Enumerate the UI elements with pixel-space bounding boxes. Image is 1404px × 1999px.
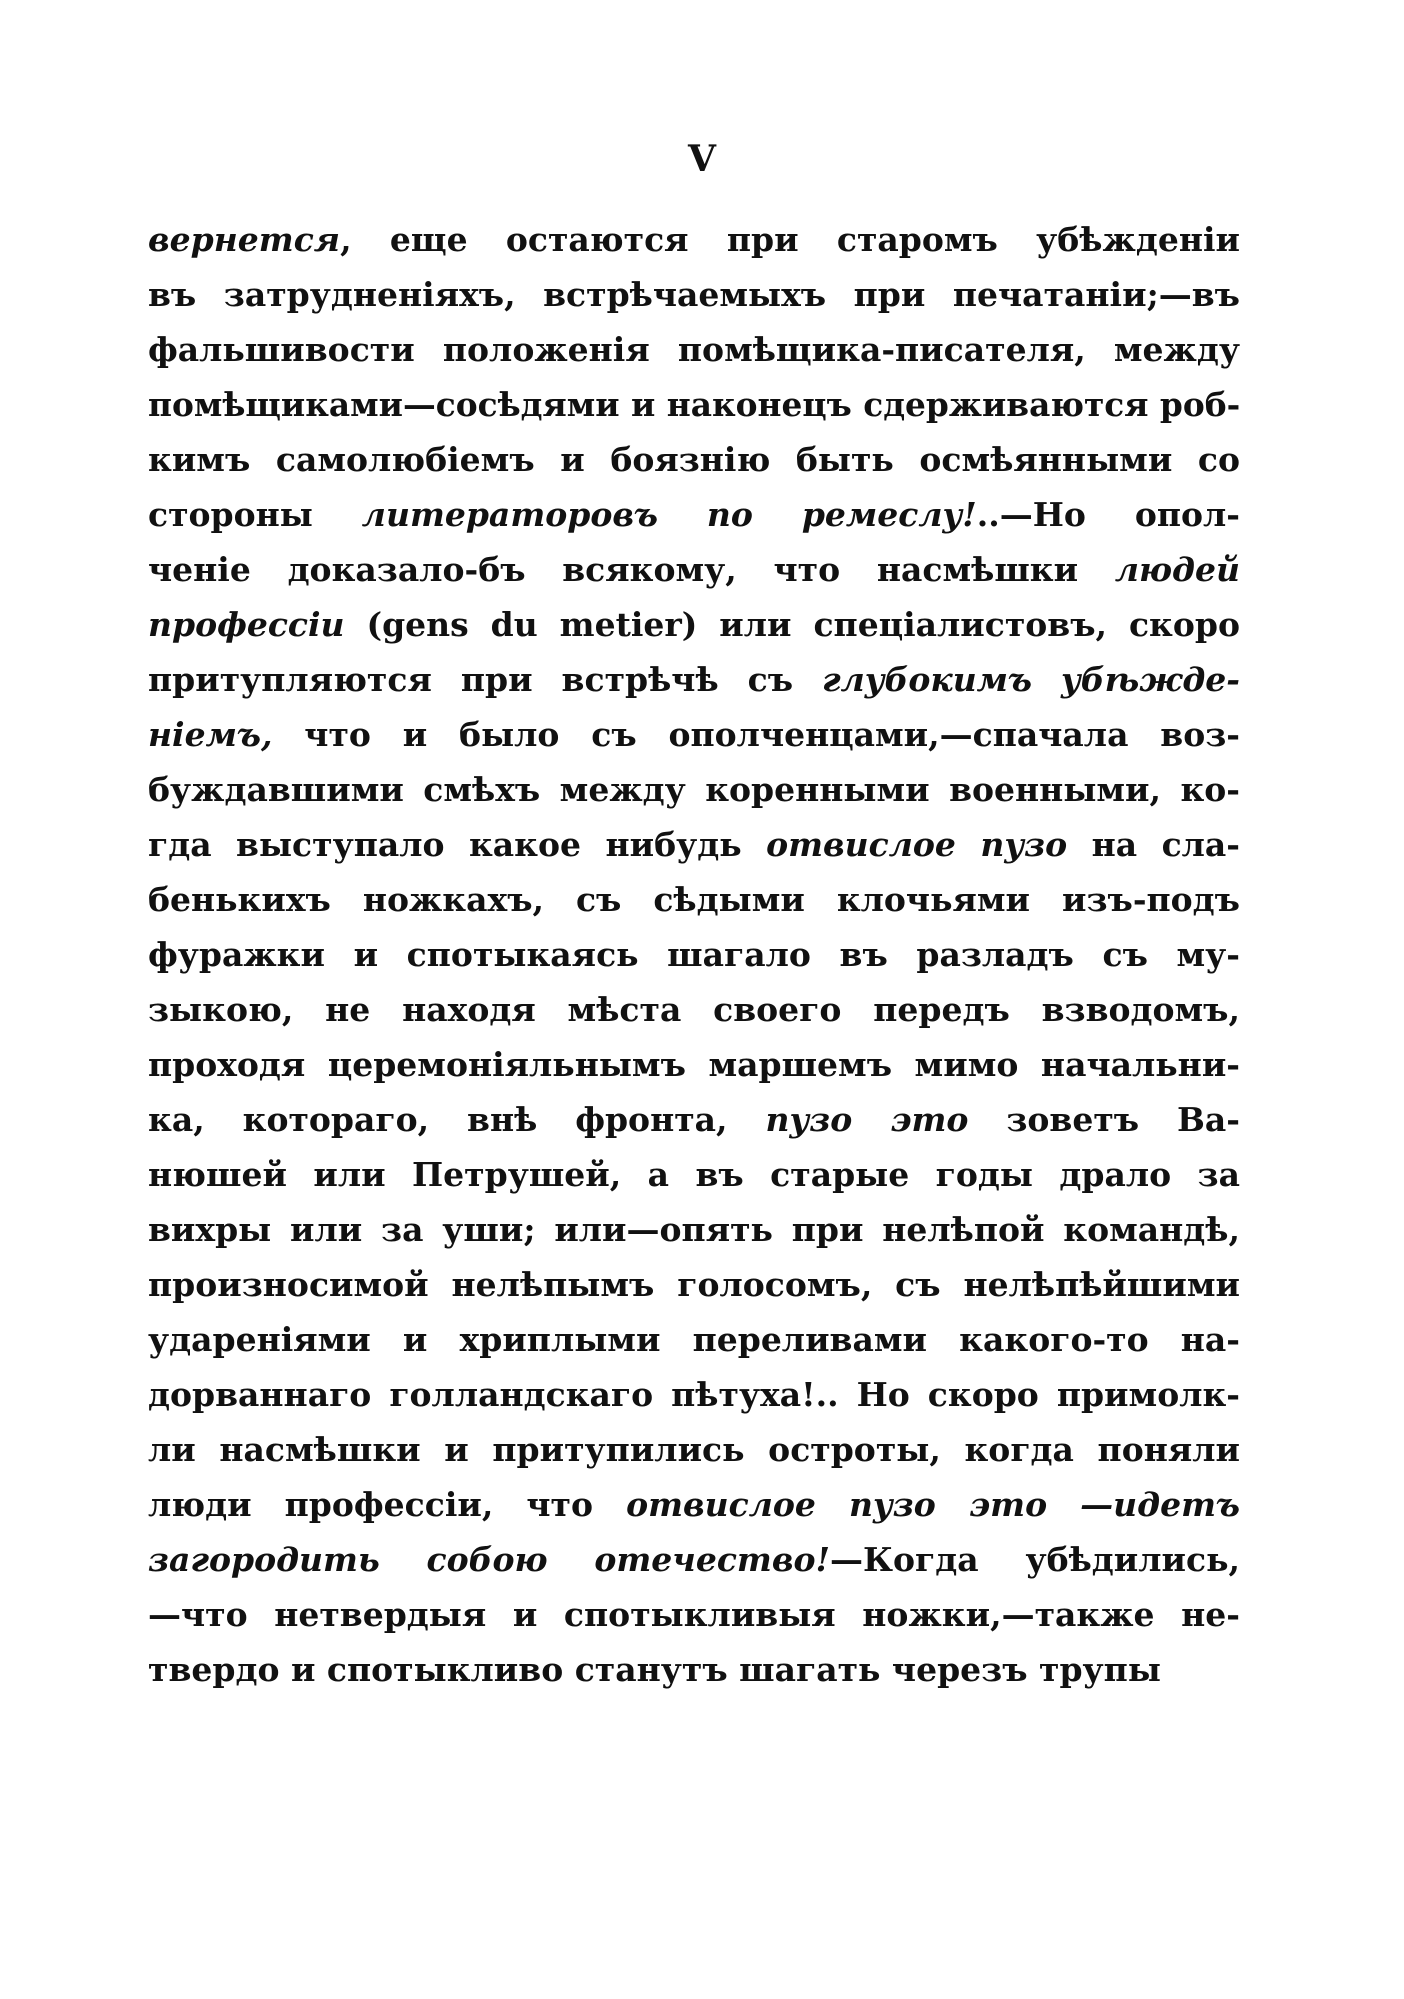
text-line (148, 267, 1240, 322)
italic-text: отвислое пузо (766, 825, 1068, 864)
text-segment: дорваннаго голландскаго пѣтуха!.. Но скоро примолк- (148, 1375, 1240, 1414)
text-line (148, 1477, 1240, 1532)
italic-text: пузо это (765, 1100, 969, 1139)
text-segment: помѣщиками—сосѣдями и наконецъ сдерживаются роб- (148, 385, 1240, 424)
text-line (148, 597, 1240, 652)
text-line (148, 1422, 1240, 1477)
text-line (148, 432, 1240, 487)
text-line (148, 762, 1240, 817)
text-segment: удареніями и хриплыми переливами какого-то на- (148, 1320, 1240, 1359)
text-line (148, 1257, 1240, 1312)
text-segment: (gens du metier) или спеціалистовъ, скоро (344, 605, 1240, 644)
text-line (148, 377, 1240, 432)
text-line (148, 487, 1240, 542)
text-segment: нюшей или Петрушей, а въ старые годы драло за (148, 1155, 1240, 1194)
text-line (148, 322, 1240, 377)
italic-text: литераторовъ по ремеслу! (361, 495, 977, 534)
text-line (148, 1202, 1240, 1257)
text-segment: притупляются при встрѣчѣ съ (148, 660, 823, 699)
text-line (148, 1367, 1240, 1422)
text-segment: проходя церемоніяльнымъ маршемъ мимо начальни- (148, 1045, 1240, 1084)
text-line (148, 817, 1240, 872)
text-segment: гда выступало какое нибудь (148, 825, 767, 864)
italic-text: глубокимъ убѣжде- (822, 660, 1240, 699)
text-line (148, 1532, 1240, 1587)
text-segment: зыкою, не находя мѣста своего передъ взводомъ, (148, 990, 1240, 1029)
text-segment: ка, котораго, внѣ фронта, (148, 1100, 766, 1139)
text-line (148, 1037, 1240, 1092)
text-line (148, 1642, 1240, 1697)
text-segment: произносимой нелѣпымъ голосомъ, съ нелѣпѣйшими (148, 1265, 1240, 1304)
text-line (148, 652, 1240, 707)
text-line (148, 1312, 1240, 1367)
text-segment: ..—Но опол- (976, 495, 1240, 534)
text-segment: твердо и спотыкливо станутъ шагать черезъ трупы (148, 1650, 1161, 1689)
italic-text: отвислое пузо это —идетъ (626, 1485, 1240, 1524)
text-segment: зоветъ Ва- (968, 1100, 1240, 1139)
text-segment: въ затрудненіяхъ, встрѣчаемыхъ при печатаніи;—въ (148, 275, 1240, 314)
text-segment: на сла- (1067, 825, 1240, 864)
text-segment: фуражки и спотыкаясь шагало въ разладъ съ му- (148, 935, 1240, 974)
text-segment: —Когда убѣдились, (830, 1540, 1240, 1579)
text-line (148, 982, 1240, 1037)
text-segment: ли насмѣшки и притупились остроты, когда поняли (148, 1430, 1240, 1469)
text-line (148, 1092, 1240, 1147)
page-number: V (688, 138, 716, 180)
italic-text: ніемъ, (148, 715, 273, 754)
text-line (148, 707, 1240, 762)
text-segment: —что нетвердыя и спотыкливыя ножки,—также не- (148, 1595, 1240, 1634)
text-segment: кимъ самолюбіемъ и боязнію быть осмѣянными со (148, 440, 1240, 479)
italic-text: профессіи (148, 605, 345, 644)
text-segment: , еще остаются при старомъ убѣжденіи (340, 220, 1240, 259)
italic-text: вернется (148, 220, 341, 259)
text-segment: бенькихъ ножкахъ, съ сѣдыми клочьями изъ-подъ (148, 880, 1240, 919)
italic-text: загородить собою отечество! (148, 1540, 831, 1579)
text-segment: фальшивости положенія помѣщика-писателя, между (148, 330, 1240, 369)
text-line (148, 1147, 1240, 1202)
text-segment: ченіе доказало-бъ всякому, что насмѣшки (148, 550, 1115, 589)
text-line (148, 542, 1240, 597)
text-segment: буждавшими смѣхъ между коренными военными, ко- (148, 770, 1240, 809)
italic-text: людей (1114, 550, 1240, 589)
text-segment: что и было съ ополченцами,—спачала воз- (272, 715, 1240, 754)
text-line (148, 212, 1240, 267)
body-text (148, 212, 1240, 1697)
text-line (148, 872, 1240, 927)
text-segment: вихры или за уши; или—опять при нелѣпой командѣ, (148, 1210, 1240, 1249)
text-segment: люди профессіи, что (148, 1485, 627, 1524)
text-line (148, 927, 1240, 982)
text-line (148, 1587, 1240, 1642)
text-segment: стороны (148, 495, 362, 534)
